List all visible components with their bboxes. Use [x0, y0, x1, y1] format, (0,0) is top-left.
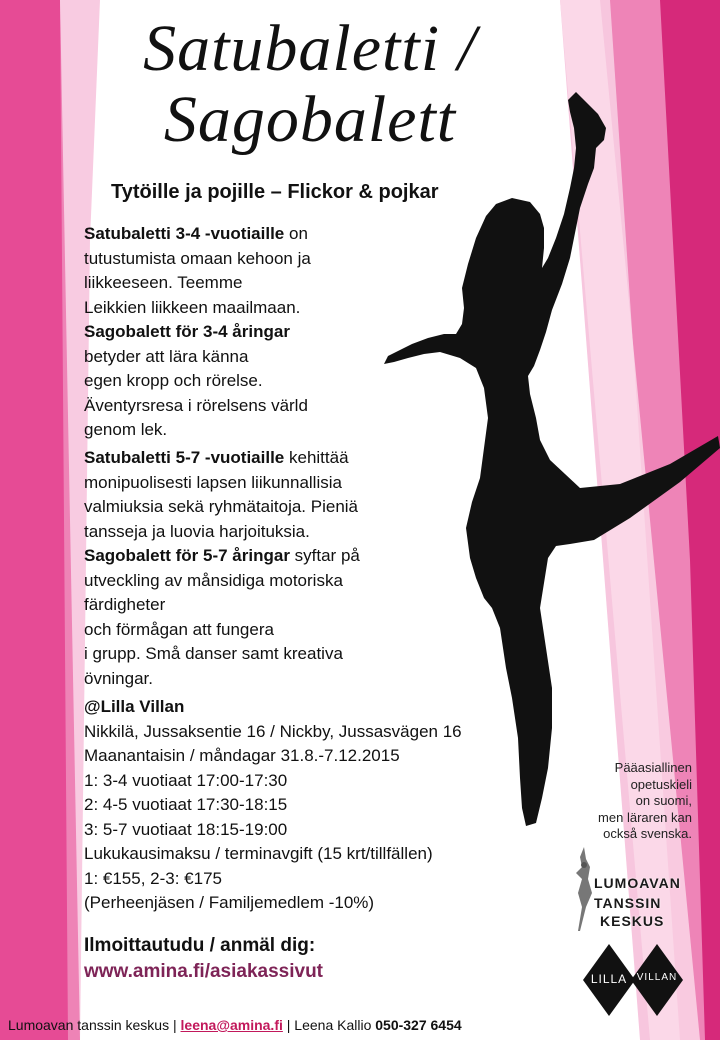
- page-title-line2: Sagobalett: [163, 83, 457, 156]
- footer-phone: 050-327 6454: [375, 1017, 462, 1033]
- group2-sv-text: i grupp. Små danser samt kreativa: [84, 644, 343, 663]
- group1-sv-text: egen kropp och rörelse.: [84, 371, 263, 390]
- group1-fi-text: Leikkien liikkeen maailmaan.: [84, 297, 301, 317]
- group2-sv-text: utveckling av månsidiga motoriska: [84, 570, 343, 590]
- group1-sv-text: betyder att lära känna: [84, 346, 249, 366]
- note-line: Pääasiallinen: [614, 760, 692, 775]
- logo-text-line: KESKUS: [600, 913, 665, 929]
- group-3-4-description: [84, 222, 394, 443]
- time-slot: 1: 3-4 vuotiaat 17:00-17:30: [84, 770, 288, 790]
- note-line: on suomi,: [635, 793, 692, 808]
- group2-fi-heading: Satubaletti 5-7 -vuotiaille: [84, 448, 285, 467]
- group2-sv-heading: Sagobalett för 5-7 åringar: [84, 546, 290, 565]
- course-dates: Maanantaisin / måndagar 31.8.-7.12.2015: [84, 746, 400, 765]
- group1-sv-heading: Sagobalett för 3-4 åringar: [84, 322, 290, 341]
- registration-label: Ilmoittautudu / anmäl dig:: [84, 935, 316, 956]
- group2-fi-text: monipuolisesti lapsen liikunnallisia: [84, 472, 342, 492]
- time-slot: 3: 5-7 vuotiaat 18:15-19:00: [84, 819, 288, 839]
- note-line: men läraren kan: [598, 809, 692, 825]
- language-note: [562, 760, 692, 843]
- footer-email-link[interactable]: leena@amina.fi: [180, 1017, 283, 1033]
- footer-separator: |: [169, 1017, 181, 1033]
- subtitle: Tytöille ja pojille – Flickor & pojkar: [111, 181, 439, 203]
- group1-fi-text: liikkeeseen. Teemme: [84, 273, 243, 292]
- registration-link[interactable]: www.amina.fi/asiakassivut: [84, 961, 324, 982]
- villan-text: VILLAN: [636, 972, 678, 983]
- time-slot: 2: 4-5 vuotiaat 17:30-18:15: [84, 795, 288, 814]
- group2-fi-text: tansseja ja luovia harjoituksia.: [84, 521, 310, 541]
- lumoavan-logo: [570, 845, 700, 935]
- fee-values: 1: €155, 2-3: €175: [84, 868, 223, 888]
- group2-fi-text: valmiuksia sekä ryhmätaitoja. Pieniä: [84, 497, 359, 516]
- group1-fi-text: tutustumista omaan kehoon ja: [84, 248, 311, 268]
- logo-text-line: TANSSIN: [594, 895, 662, 911]
- group1-sv-text: genom lek.: [84, 420, 168, 439]
- group-5-7-description: [84, 446, 424, 691]
- group1-fi-text: on: [284, 224, 308, 243]
- logo-text-line: LUMOAVAN: [594, 875, 681, 891]
- footer-org: Lumoavan tanssin keskus: [8, 1017, 170, 1033]
- group2-fi-text: kehittää: [284, 448, 349, 467]
- venue-name: @Lilla Villan: [84, 697, 185, 716]
- note-line: opetuskieli: [630, 776, 692, 792]
- group2-sv-text: syftar på: [289, 546, 360, 565]
- footer-contact-name: Leena Kallio: [294, 1017, 376, 1033]
- registration: [84, 933, 323, 985]
- group2-sv-text: färdigheter: [84, 595, 166, 614]
- fee-label: Lukukausimaksu / terminavgift (15 krt/tillfällen): [84, 844, 433, 863]
- schedule-info: [84, 695, 524, 916]
- group2-sv-text: och förmågan att fungera: [84, 619, 274, 639]
- lilla-text: LILLA: [590, 972, 628, 986]
- page-title-line1: Satubaletti /: [143, 12, 477, 85]
- villan-diamond: [631, 944, 683, 1016]
- footer-separator: |: [282, 1017, 295, 1033]
- lilla-villan-logo: [583, 940, 713, 1020]
- footer: [0, 1010, 720, 1040]
- group2-sv-text: övningar.: [84, 668, 153, 688]
- group1-fi-heading: Satubaletti 3-4 -vuotiaille: [84, 224, 285, 243]
- family-discount: (Perheenjäsen / Familjemedlem -10%): [84, 893, 375, 912]
- lilla-diamond: [583, 944, 635, 1016]
- venue-address: Nikkilä, Jussaksentie 16 / Nickby, Jussasvägen 16: [84, 721, 462, 741]
- note-line: också svenska.: [603, 826, 692, 841]
- group1-sv-text: Äventyrsresa i rörelsens värld: [84, 395, 308, 415]
